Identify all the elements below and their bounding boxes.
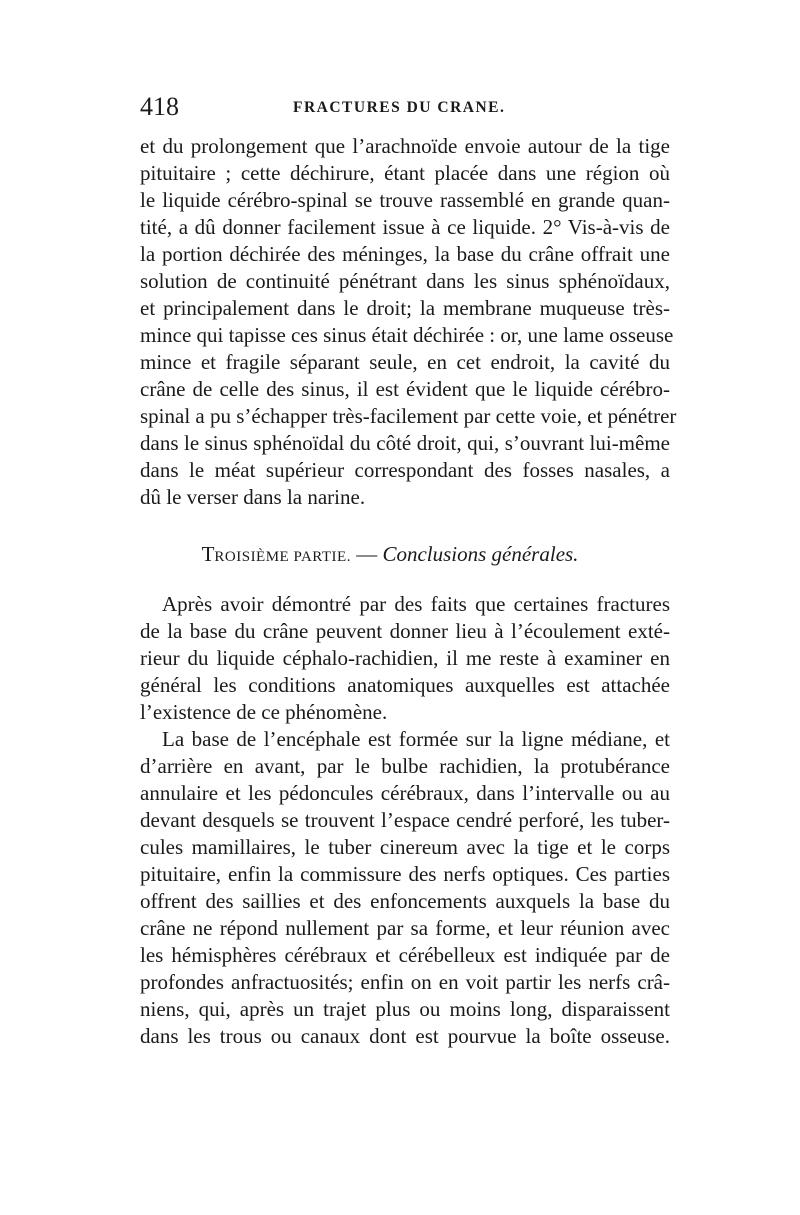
text-line: et principalement dans le droit; la membrane muqueuse très-	[140, 296, 670, 320]
section-title-dash: —	[350, 542, 383, 566]
text-line: annulaire et les pédoncules cérébraux, dans l’intervalle ou au	[140, 781, 670, 805]
text-line: offrent des saillies et des enfoncements auxquels la base du	[140, 889, 670, 913]
section-title	[170, 540, 610, 571]
page-number: 418	[140, 92, 179, 121]
text-line: la portion déchirée des méninges, la base du crâne offrait une	[140, 242, 670, 266]
text-line: spinal a pu s’échapper très-facilement par cette voie, et pénétrer	[140, 404, 677, 428]
text-line: mince et fragile séparant seule, en cet endroit, la cavité du	[140, 350, 670, 374]
text-line: les hémisphères cérébraux et cérébelleux est indiquée par de	[140, 943, 670, 967]
text-line-last: l’existence de ce phénomène.	[140, 700, 388, 724]
running-title: FRACTURES DU CRANE.	[293, 99, 506, 116]
text-line: mince qui tapisse ces sinus était déchirée : or, une lame osseuse	[140, 323, 674, 347]
text-line: profondes anfractuosités; enfin on en voit partir les nerfs crâ-	[140, 970, 670, 994]
text-line: pituitaire, enfin la commissure des nerfs optiques. Ces parties	[140, 862, 670, 886]
text-line: dans le sinus sphénoïdal du côté droit, qui, s’ouvrant lui-même	[140, 431, 670, 455]
text-line: rieur du liquide céphalo-rachidien, il me reste à examiner en	[140, 646, 670, 670]
text-line: La base de l’encéphale est formée sur la ligne médiane, et	[162, 727, 670, 751]
text-line: et du prolongement que l’arachnoïde envoie autour de la tige	[140, 134, 670, 158]
text-line-last: dû le verser dans la narine.	[140, 485, 366, 509]
text-line: le liquide cérébro-spinal se trouve rassemblé en grande quan-	[140, 188, 670, 212]
text-line: tité, a dû donner facilement issue à ce liquide. 2° Vis-à-vis de	[140, 215, 670, 239]
text-line: général les conditions anatomiques auxquelles est attachée	[140, 673, 670, 697]
section-title-initial: T	[201, 542, 215, 566]
text-line: Après avoir démontré par des faits que certaines fractures	[162, 592, 670, 616]
text-line: d’arrière en avant, par le bulbe rachidien, la protubérance	[140, 754, 670, 778]
text-line: niens, qui, après un trajet plus ou moins long, disparaissent	[140, 997, 670, 1021]
text-line: pituitaire ; cette déchirure, étant placée dans une région où	[140, 161, 670, 185]
text-line: dans les trous ou canaux dont est pourvue la boîte osseuse.	[140, 1024, 670, 1048]
text-line: crâne de celle des sinus, il est évident que le liquide cérébro-	[140, 377, 670, 401]
section-title-italic: Conclusions générales.	[382, 542, 579, 566]
text-line: devant desquels se trouvent l’espace cendré perforé, les tuber-	[140, 808, 670, 832]
text-line: solution de continuité pénétrant dans les sinus sphénoïdaux,	[140, 269, 670, 293]
section-title-smallcaps: ROISIÈME PARTIE.	[214, 549, 351, 565]
text-line: crâne ne répond nullement par sa forme, et leur réunion avec	[140, 916, 670, 940]
running-head	[140, 92, 670, 122]
text-line: dans le méat supérieur correspondant des fosses nasales, a	[140, 458, 670, 482]
text-line: de la base du crâne peuvent donner lieu à l’écoulement exté-	[140, 619, 670, 643]
text-line: cules mamillaires, le tuber cinereum avec la tige et le corps	[140, 835, 670, 859]
